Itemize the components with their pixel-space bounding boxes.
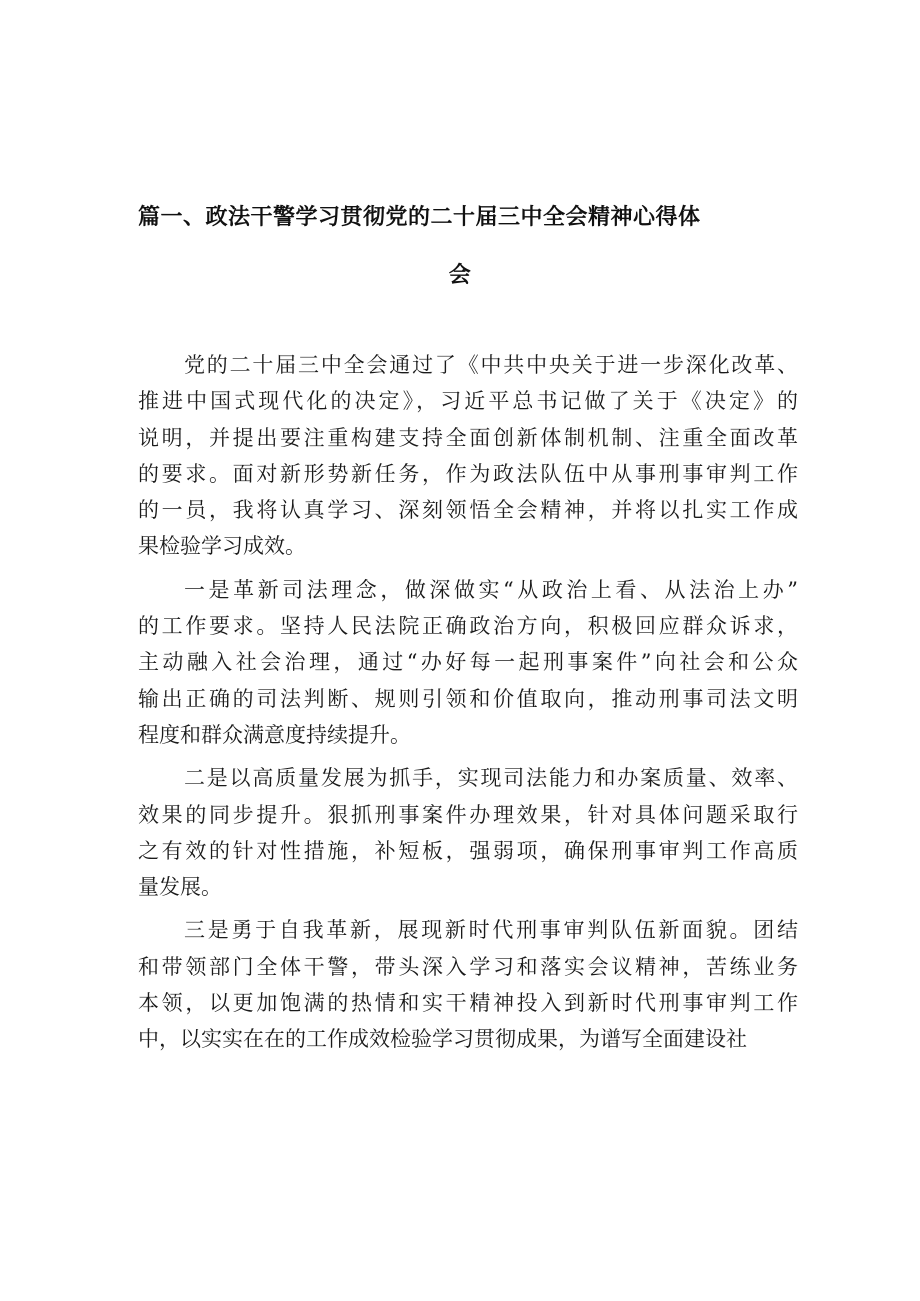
paragraph-line: 输出正确的司法判断、规则引领和价值取向，推动刑事司法文明 [138, 686, 798, 711]
paragraph-line: 党的二十届三中全会通过了《中共中央关于进一步深化改革、 [184, 353, 798, 377]
paragraph [138, 347, 798, 565]
paragraph-line: 推进中国式现代化的决定》，习近平总书记做了关于《决定》的 [138, 389, 798, 414]
paragraph-line: 的一员，我将认真学习、深刻领悟全会精神，并将以扎实工作成 [138, 498, 798, 523]
paragraph [138, 760, 798, 905]
paragraph-line: 程度和群众满意度持续提升。 [138, 722, 411, 747]
document-body [138, 347, 798, 1058]
paragraph [138, 912, 798, 1057]
paragraph-line: 的工作要求。坚持人民法院正确政治方向，积极回应群众诉求， [138, 614, 798, 639]
paragraph-line: 本领，以更加饱满的热情和实干精神投入到新时代刑事审判工作 [138, 991, 798, 1016]
paragraph-line: 和带领部门全体干警，带头深入学习和落实会议精神，苦练业务 [138, 954, 798, 979]
paragraph-line: 说明，并提出要注重构建支持全面创新体制机制、注重全面改革 [138, 425, 798, 450]
document-title-line-2: 会 [448, 263, 472, 288]
paragraph-line: 中，以实实在在的工作成效检验学习贯彻成果，为谱写全面建设社 [138, 1027, 747, 1052]
paragraph-line: 效果的同步提升。狠抓刑事案件办理效果，针对具体问题采取行 [138, 802, 798, 827]
paragraph-line: 量发展。 [138, 875, 222, 900]
paragraph [138, 572, 798, 753]
paragraph-line: 之有效的针对性措施，补短板，强弱项，确保刑事审判工作高质 [138, 838, 798, 863]
paragraph-line: 果检验学习成效。 [138, 534, 306, 559]
paragraph-line: 的要求。面对新形势新任务，作为政法队伍中从事刑事审判工作 [138, 461, 798, 486]
paragraph-line: 三是勇于自我革新，展现新时代刑事审判队伍新面貌。团结 [184, 918, 798, 943]
paragraph-line: 一是革新司法理念，做深做实“从政治上看、从法治上办” [184, 577, 798, 602]
document-title-line-1: 篇一、政法干警学习贯彻党的二十届三中全会精神心得体 [138, 205, 701, 230]
paragraph-line: 二是以高质量发展为抓手，实现司法能力和办案质量、效率、 [184, 766, 798, 791]
paragraph-line: 主动融入社会治理，通过“办好每一起刑事案件”向社会和公众 [138, 650, 798, 675]
